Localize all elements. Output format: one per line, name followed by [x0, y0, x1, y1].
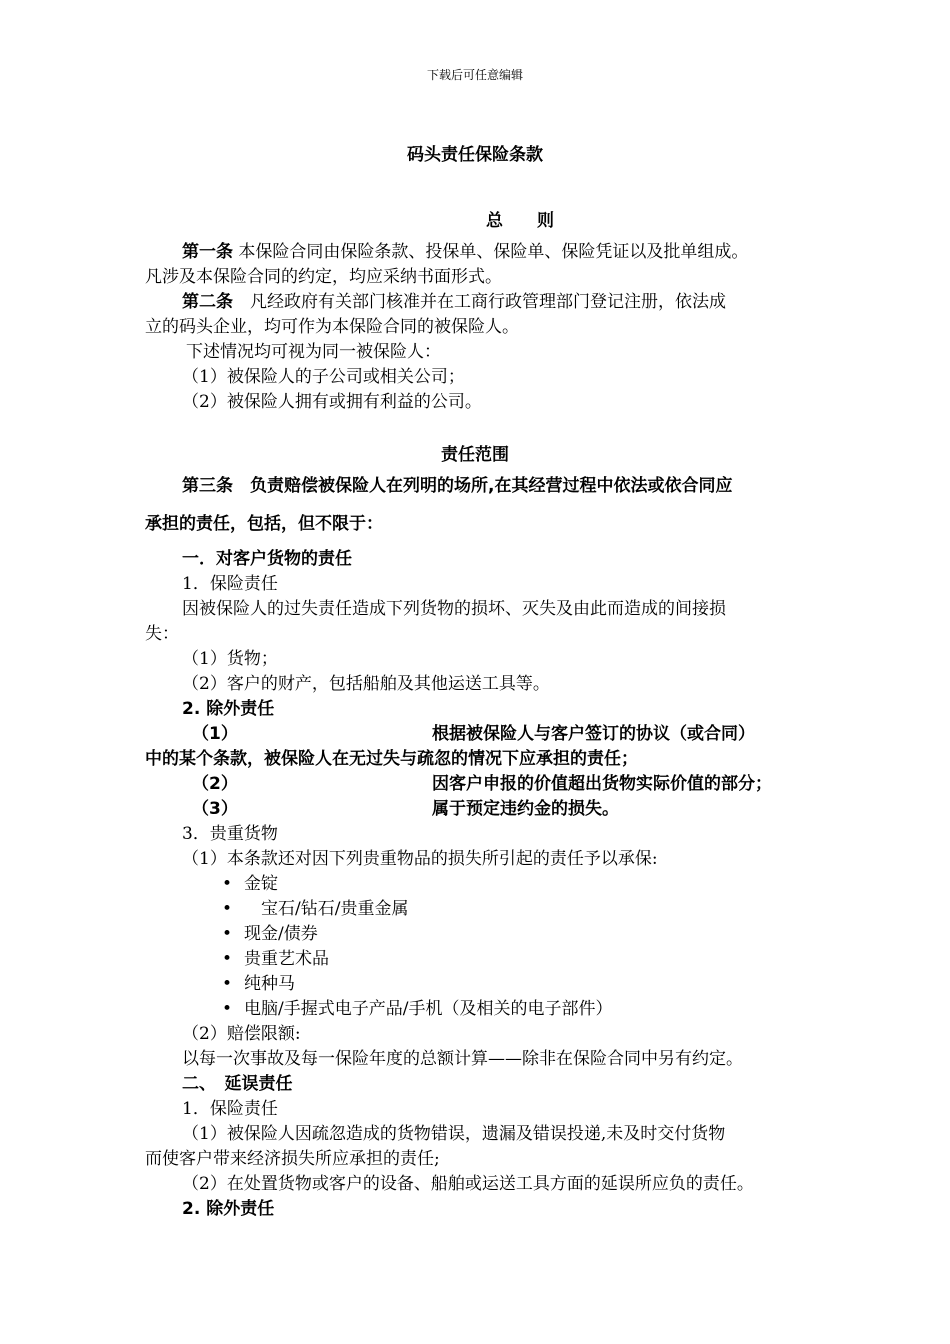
exclusion-1-number: （1） — [192, 724, 238, 744]
article-2-item-2: （2）被保险人拥有或拥有利益的公司。 — [182, 392, 482, 412]
bullet-item: • 电脑/手握式电子产品/手机（及相关的电子部件） — [222, 999, 613, 1019]
exclusion-1-text-2: 中的某个条款，被保险人在无过失与疏忽的情况下应承担的责任； — [145, 749, 638, 769]
part-2-item-2: （2）在处置货物或客户的设备、船舶或运送工具方面的延误所应负的责任。 — [182, 1174, 754, 1194]
section-heading-general: 总 则 — [486, 211, 554, 231]
document-title: 码头责任保险条款 — [407, 145, 543, 165]
part-1-subsection-1-item-1: （1）货物； — [182, 649, 278, 669]
exclusion-3-text: 属于预定违约金的损失。 — [432, 799, 619, 819]
part-2-subsection-2: 2. 除外责任 — [182, 1199, 275, 1219]
part-1-subsection-2: 2. 除外责任 — [182, 699, 275, 719]
part-1-title: 一．对客户货物的责任 — [182, 549, 352, 569]
bullet-item: • 贵重艺术品 — [222, 949, 329, 969]
article-2-line-2: 立的码头企业，均可作为本保险合同的被保险人。 — [145, 317, 519, 337]
page-header: 下载后可任意编辑 — [426, 68, 523, 82]
section-heading-scope: 责任范围 — [441, 445, 509, 465]
part-2-item-1-line-2: 而使客户带来经济损失所应承担的责任; — [145, 1149, 440, 1169]
part-1-subsection-3-item-1: （1）本条款还对因下列贵重物品的损失所引起的责任予以承保: — [182, 849, 658, 869]
exclusion-2-text: 因客户申报的价值超出货物实际价值的部分； — [432, 774, 772, 794]
part-2-title: 二、 延误责任 — [182, 1074, 293, 1094]
part-2-item-1-line-1: （1）被保险人因疏忽造成的货物错误，遗漏及错误投递,未及时交付货物 — [182, 1124, 726, 1144]
article-2-item-1: （1）被保险人的子公司或相关公司； — [182, 367, 465, 387]
article-3-line-2: 承担的责任，包括，但不限于： — [145, 514, 383, 534]
article-2-line-1 — [182, 290, 726, 314]
part-1-subsection-1-text-1: 因被保险人的过失责任造成下列货物的损坏、灭失及由此而造成的间接损 — [182, 599, 726, 619]
article-1-text: 本保险合同由保险条款、投保单、保险单、保险凭证以及批单组成。 — [238, 242, 749, 262]
article-1-line-1 — [182, 240, 748, 264]
bullet-icon: • — [222, 999, 233, 1019]
part-2-subsection-1: 1．保险责任 — [182, 1099, 278, 1119]
bullet-item: • 宝石/钻石/贵重金属 — [222, 899, 409, 919]
article-2-label: 第二条 — [182, 292, 233, 312]
part-1-subsection-1-text-2: 失： — [145, 624, 179, 644]
exclusion-1-text: 根据被保险人与客户签订的协议（或合同） — [432, 724, 755, 744]
part-1-subsection-3: 3．贵重货物 — [182, 824, 278, 844]
bullet-icon: • — [222, 924, 233, 944]
part-1-subsection-1: 1．保险责任 — [182, 574, 278, 594]
article-1-label: 第一条 — [182, 242, 233, 262]
bullet-item: • 金锭 — [222, 874, 278, 894]
article-1-line-2: 凡涉及本保险合同的约定，均应采纳书面形式。 — [145, 267, 502, 287]
bullet-icon: • — [222, 874, 233, 894]
exclusion-2-number: （2） — [192, 774, 238, 794]
bullet-icon: • — [222, 974, 233, 994]
article-2-text: 凡经政府有关部门核准并在工商行政管理部门登记注册，依法成 — [250, 292, 726, 312]
part-1-subsection-1-item-2: （2）客户的财产，包括船舶及其他运送工具等。 — [182, 674, 550, 694]
compensation-limit-text: 以每一次事故及每一保险年度的总额计算——除非在保险合同中另有约定。 — [182, 1049, 743, 1069]
article-3-line-1: 第三条 负责赔偿被保险人在列明的场所,在其经营过程中依法或依合同应 — [182, 476, 733, 496]
exclusion-3-number: （3） — [192, 799, 238, 819]
bullet-item: • 现金/债券 — [222, 924, 318, 944]
article-2-line-3: 下述情况均可视为同一被保险人： — [186, 342, 441, 362]
bullet-item: • 纯种马 — [222, 974, 295, 994]
bullet-icon: • — [222, 949, 233, 969]
bullet-icon: • — [222, 899, 233, 919]
part-1-subsection-3-item-2: （2）赔偿限额: — [182, 1024, 301, 1044]
